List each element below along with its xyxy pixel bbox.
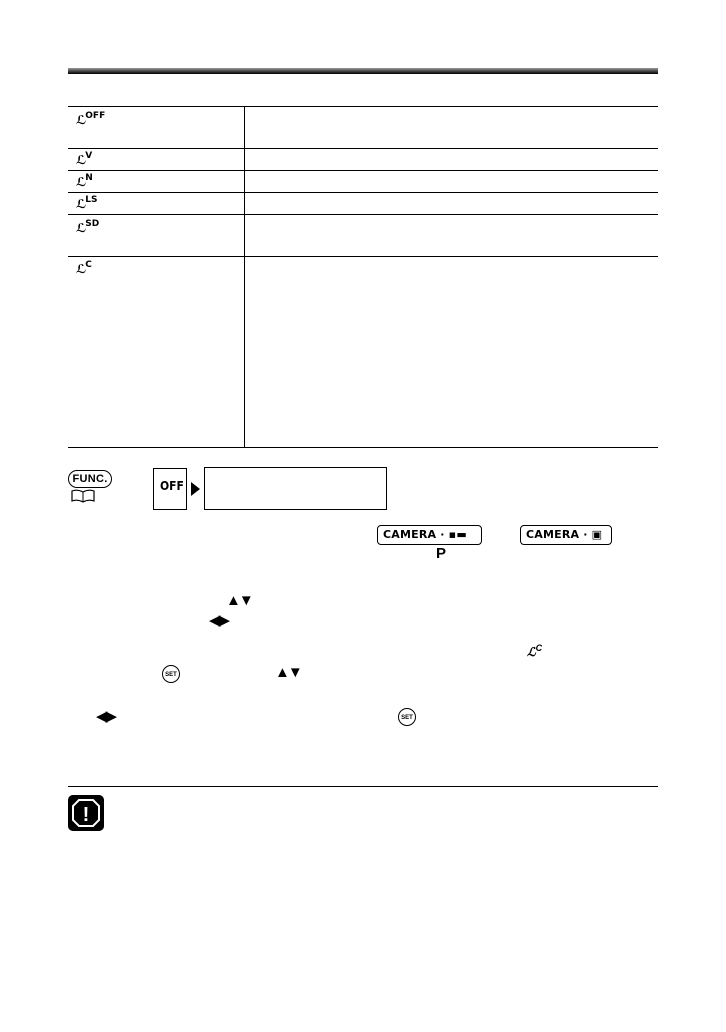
set-button-icon: SET [162,665,180,683]
custom-effect-icon: ℒ$^C$ [527,643,543,659]
table-rule [68,106,658,107]
set-button-icon: SET [398,708,416,726]
arrow-right-icon [191,482,200,496]
effect-custom-icon: ℒ$^C$ [76,259,92,276]
table-rule [68,447,658,448]
left-right-arrow-icon: ◀▶ [209,612,229,629]
effect-soft-skin-detail-icon: ℒ$^{SD}$ [76,218,100,235]
program-ae-letter: P [436,545,447,562]
table-rule [68,214,658,215]
table-rule [68,256,658,257]
effect-off-icon: OFF [160,479,184,493]
up-down-arrow-icon: ▲▼ [226,592,252,609]
left-right-arrow-icon: ◀▶ [96,708,116,725]
up-down-arrow-icon: ▲▼ [275,664,301,681]
func-button[interactable]: FUNC. [68,470,112,488]
camera-photo-mode-badge: CAMERA · ▣ [520,525,612,545]
effect-vivid-icon: ℒ$^V$ [76,150,93,167]
table-column-divider [244,106,245,447]
table-rule [68,148,658,149]
effect-off-icon: ℒ$^{OFF}$ [76,110,106,127]
svg-text:!: ! [82,804,90,826]
book-reference-icon [70,489,96,503]
caution-icon [68,795,104,831]
camera-video-mode-badge: CAMERA · ▪▬ [377,525,482,545]
image-effect-off-icon-box[interactable] [153,468,187,510]
table-rule [68,192,658,193]
effect-low-sharpening-icon: ℒ$^{LS}$ [76,194,98,211]
table-rule [68,170,658,171]
effect-neutral-icon: ℒ$^N$ [76,172,93,189]
caution-rule [68,786,658,787]
section-header-bar [68,68,658,74]
menu-option-box[interactable] [204,467,387,510]
